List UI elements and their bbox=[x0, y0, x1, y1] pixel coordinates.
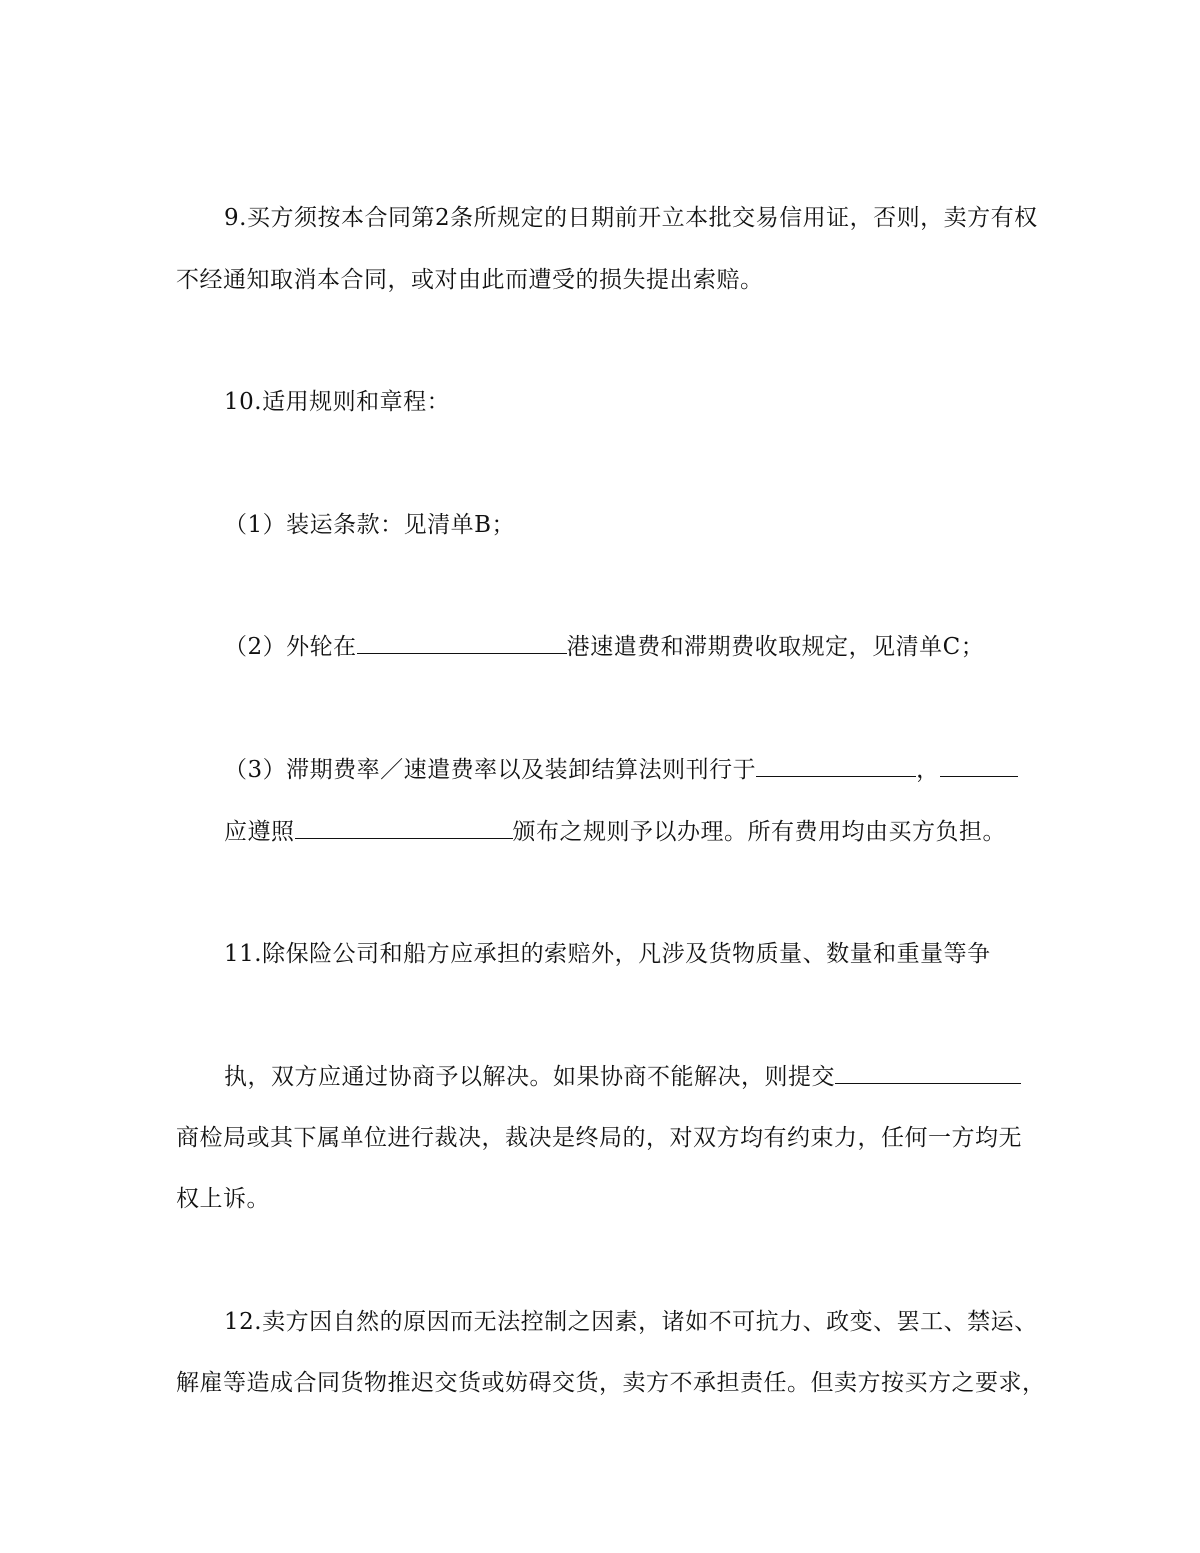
clause-10-item-3-prefix: （3）滞期费率／速遣费率以及装卸结算法则刊行于 bbox=[224, 757, 757, 783]
clause-10-item-3-line-2-prefix: 应遵照 bbox=[224, 819, 295, 845]
clause-10-item-3-line-2-suffix: 颁布之规则予以办理。所有费用均由买方负担。 bbox=[512, 819, 1006, 845]
clause-11-line-2 bbox=[224, 1061, 1021, 1093]
fill-in-blank-inspection-bureau bbox=[835, 1061, 1021, 1084]
fill-in-blank-port bbox=[357, 631, 567, 654]
clause-10-item-3-separator: ， bbox=[916, 757, 940, 783]
clause-11-line-4: 权上诉。 bbox=[176, 1186, 270, 1212]
clause-10-item-2 bbox=[224, 631, 984, 663]
clause-10-item-1: （1）装运条款：见清单B； bbox=[224, 512, 516, 538]
clause-11-line-1: 11.除保险公司和船方应承担的索赔外，凡涉及货物质量、数量和重量等争 bbox=[224, 941, 991, 967]
clause-11-line-3: 商检局或其下属单位进行裁决，裁决是终局的，对双方均有约束力，任何一方均无 bbox=[176, 1125, 1022, 1151]
clause-9-line-1: 9.买方须按本合同第2条所规定的日期前开立本批交易信用证，否则，卖方有权 bbox=[224, 205, 1038, 231]
clause-10-item-3 bbox=[224, 754, 1018, 786]
clause-10-item-2-prefix: （2）外轮在 bbox=[224, 634, 357, 660]
clause-12-line-1: 12.卖方因自然的原因而无法控制之因素，诸如不可抗力、政变、罢工、禁运、 bbox=[224, 1309, 1038, 1335]
fill-in-blank-location bbox=[940, 754, 1018, 777]
fill-in-blank-publication bbox=[756, 754, 916, 777]
fill-in-blank-authority bbox=[295, 816, 513, 839]
clause-10-heading: 10.适用规则和章程： bbox=[224, 389, 451, 415]
clause-12-line-2: 解雇等造成合同货物推迟交货或妨碍交货，卖方不承担责任。但卖方按买方之要求， bbox=[176, 1370, 1046, 1396]
clause-10-item-2-suffix: 港速遣费和滞期费收取规定，见清单C； bbox=[566, 634, 985, 660]
clause-10-item-3-line-2 bbox=[224, 816, 1006, 848]
clause-9-line-2: 不经通知取消本合同，或对由此而遭受的损失提出索赔。 bbox=[176, 267, 764, 293]
clause-11-line-2-prefix: 执，双方应通过协商予以解决。如果协商不能解决，则提交 bbox=[224, 1064, 835, 1090]
